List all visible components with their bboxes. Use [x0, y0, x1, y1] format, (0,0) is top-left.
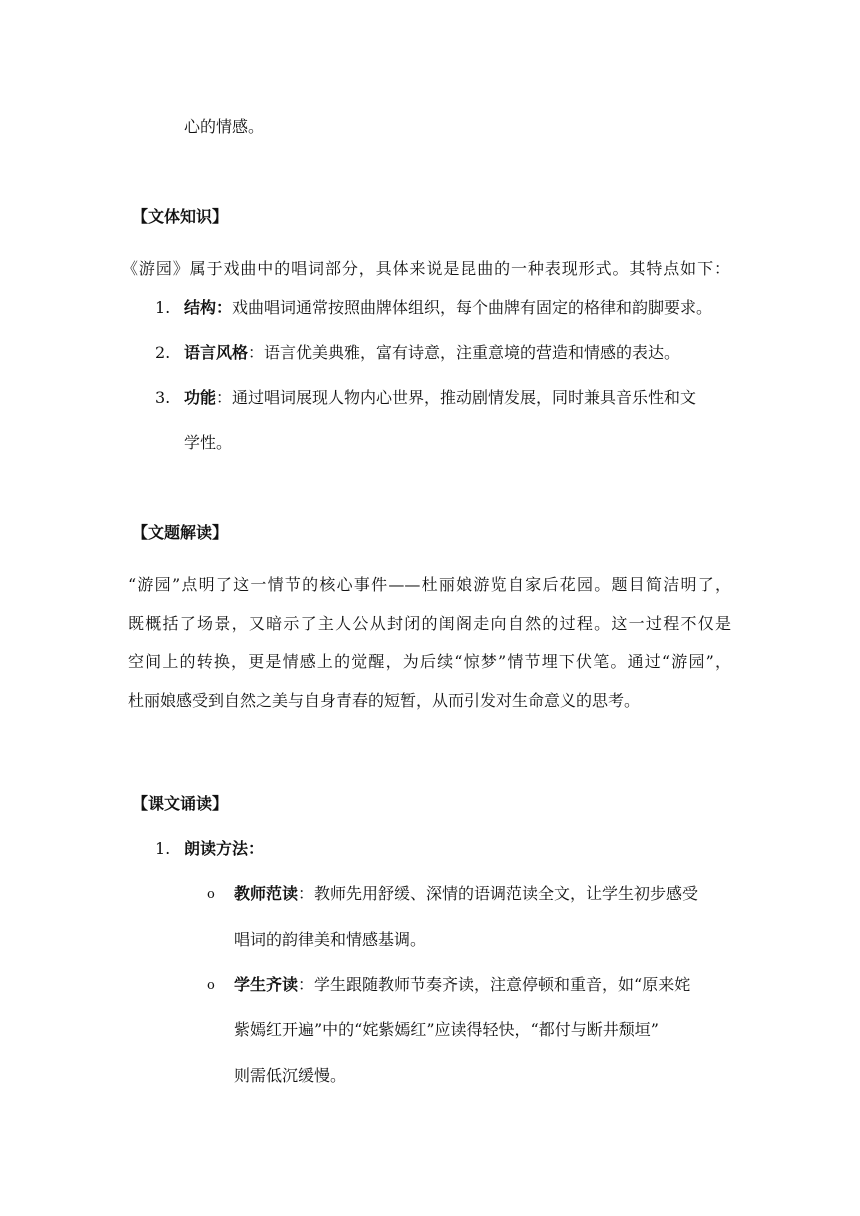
analysis-line: 既概括了场景，又暗示了主人公从封闭的闺阁走向自然的过程。这一过程不仅是: [128, 614, 731, 633]
list-item-label: 功能: [184, 388, 217, 407]
sub-item-text: 教师先用舒缓、深情的语调范读全文，让学生初步感受: [314, 884, 699, 903]
analysis-line: 空间上的转换，更是情感上的觉醒，为后续“惊梦”情节埋下伏笔。通过“游园”，: [128, 652, 731, 671]
label-separator: ：: [298, 884, 315, 903]
section-title-recitation: 【课文诵读】: [132, 794, 229, 813]
list-item-label: 朗读方法：: [184, 839, 265, 858]
label-separator: ：: [216, 298, 233, 317]
label-separator: ：: [298, 975, 315, 994]
list-item-label: 语言风格: [184, 343, 249, 362]
label-separator: ：: [216, 388, 233, 407]
list-item-text: 语言优美典雅，富有诗意，注重意境的营造和情感的表达。: [264, 343, 681, 362]
list-item-text-continued: 学性。: [184, 433, 233, 452]
bullet-marker: o: [207, 978, 215, 993]
sub-item-label: 学生齐读: [234, 975, 299, 994]
list-number: 2.: [155, 343, 171, 362]
section-title-genre: 【文体知识】: [132, 207, 229, 226]
sub-item-text-continued: 则需低沉缓慢。: [234, 1066, 347, 1085]
bullet-marker: o: [207, 887, 215, 902]
intro-continuation: 心的情感。: [184, 117, 265, 136]
analysis-line: “游园”点明了这一情节的核心事件——杜丽娘游览自家后花园。题目简洁明了，: [128, 575, 731, 594]
list-number: 1.: [155, 298, 171, 317]
section-title-analysis: 【文题解读】: [132, 523, 229, 542]
label-separator: ：: [248, 343, 265, 362]
sub-item-text-continued: 紫嫣红开遍”中的“姹紫嫣红”应读得轻快，“都付与断井颓垣”: [234, 1020, 659, 1039]
sub-item-text: 学生跟随教师节奏齐读，注意停顿和重音，如“原来姹: [314, 975, 691, 994]
analysis-line: 杜丽娘感受到自然之美与自身青春的短暂，从而引发对生命意义的思考。: [128, 691, 641, 710]
list-item-label: 结构: [184, 298, 217, 317]
list-item-text: 通过唱词展现人物内心世界，推动剧情发展，同时兼具音乐性和文: [232, 388, 697, 407]
list-number: 1.: [155, 839, 171, 858]
sub-item-label: 教师范读: [234, 884, 299, 903]
list-item-text: 戏曲唱词通常按照曲牌体组织，每个曲牌有固定的格律和韵脚要求。: [232, 298, 713, 317]
genre-intro: 《游园》属于戏曲中的唱词部分，具体来说是昆曲的一种表现形式。其特点如下：: [122, 259, 730, 278]
list-number: 3.: [155, 388, 171, 407]
sub-item-text-continued: 唱词的韵律美和情感基调。: [234, 930, 427, 949]
